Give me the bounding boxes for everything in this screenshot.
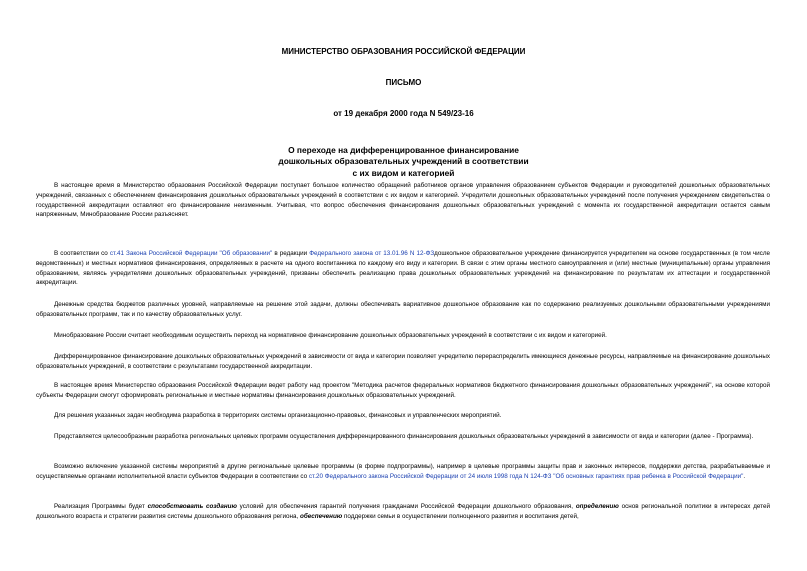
emphasis-text: определению <box>575 503 619 510</box>
subject-line: О переходе на дифференцированное финансирование <box>288 145 519 155</box>
paragraph-text: основ региональной политики в интересах детей дошкольного возраста и стратегии развития системы дошкольного образования региона, <box>36 503 770 520</box>
document-type: ПИСЬМО <box>385 78 422 87</box>
paragraph-text: Возможно включение указанной системы мероприятий в другие региональные целевые программы (в форме подпрограммы), например в целевые программы защиты прав и законных интересов, поддержки детства, разрабатываемые и осуществляемые органами исполнительной власти субъектов Федерации в соответствии со <box>36 463 770 480</box>
paragraph <box>36 462 770 482</box>
subject-line: дошкольных образовательных учреждений в соответствии <box>278 156 529 167</box>
paragraph-text: условий для обеспечения гарантий получения гражданами Российской Федерации дошкольного образования, <box>236 503 576 510</box>
law-link-federal-12fz[interactable]: Федерального закона от 13.01.96 N 12-ФЗ <box>309 250 435 257</box>
paragraph-text: Реализация Программы будет <box>54 503 148 510</box>
law-link-federal-124fz[interactable]: ст.20 Федерального закона Российской Федерации от 24 июля 1998 года N 124-ФЗ "Об основных гарантиях прав ребенка в Российской Федерации" <box>308 472 744 480</box>
paragraph-text: . <box>743 472 746 480</box>
paragraph: В настоящее время Министерство образования Российской Федерации ведет работу над проектом "Методика расчетов федеральных нормативов бюджетного финансирования дошкольных образовательных учреждений", на основе которой субъекты Федерации смогут сформировать региональные и местные нормативы финансирования дошкольных образовательных учреждений. <box>36 382 770 399</box>
emphasis-text: способствовать созданию <box>147 503 237 510</box>
paragraph: Денежные средства бюджетов различных уровней, направляемые на решение этой задачи, должны обеспечивать вариативное дошкольное образование как по содержанию реализуемых дошкольными образовательными учреждениями образовательных программ, так и по качеству образовательных услуг. <box>36 301 770 318</box>
paragraph: Представляется целесообразным разработка региональных целевых программ осуществления дифференцированного финансирования дошкольных образовательных учреждений в зависимости от вида и категории (далее - Программа). <box>54 433 754 440</box>
paragraph: Минобразование России считает необходимым осуществить переход на нормативное финансирование дошкольных образовательных учреждений в соответствии с их видом и категорией. <box>54 332 607 339</box>
paragraph-text: поддержки семьи в осуществлении полноценного развития и воспитания детей, <box>342 512 579 520</box>
paragraph <box>36 502 770 522</box>
paragraph: Для решения указанных задач необходима разработка в территориях системы организационно-правовых, финансовых и управленческих мероприятий. <box>54 412 502 419</box>
emphasis-text: обеспечению <box>299 512 343 520</box>
subject-line: с их видом и категорией <box>352 167 455 178</box>
paragraph <box>36 249 770 288</box>
document-date-number: от 19 декабря 2000 года N 549/23-16 <box>333 109 474 118</box>
document-subject <box>0 145 807 179</box>
paragraph-text: дошкольное образовательное учреждение финансируется учредителем на основе государственных (в том числе ведомственных) и местных нормативов финансирования, определяемых в расчете на одного воспитанника по каждому его виду и категории. В связи с этим органы местного самоуправления и (или) местные (муниципальные) органы управления образованием, являясь учредителями дошкольных образовательных учреждений, призваны обеспечить реализацию права дошкольных образовательных учреждений на финансирование по результатам их аттестации и государственной аккредитации. <box>36 250 770 287</box>
ministry-heading: МИНИСТЕРСТВО ОБРАЗОВАНИЯ РОССИЙСКОЙ ФЕДЕРАЦИИ <box>281 47 526 56</box>
paragraph: В настоящее время в Министерство образования Российской Федерации поступает большое количество обращений работников органов управления образованием субъектов Федерации и руководителей дошкольных образовательных учреждений, связанных с обеспечением финансирования дошкольных образовательных учреждений в соответствии с их видом и категорией. Учредители дошкольных образовательных учреждений после получения учреждением свидетельства о государственной аккредитации оставляют его финансирование неизменным. Учитывая, что вопрос обеспечения финансирования дошкольных образовательных учреждений с момента их государственной аккредитации остается самым напряженным, Минобразование России разъясняет. <box>36 182 770 219</box>
paragraph-text: В соответствии со <box>54 250 110 257</box>
paragraph: Дифференцированное финансирование дошкольных образовательных учреждений в зависимости от вида и категории позволяет учредителю перераспределить имеющиеся денежные ресурсы, направляемые на финансирование дошкольных образовательных учреждений, в соответствии с результатами государственной аккредитации. <box>36 353 770 370</box>
paragraph-text: в редакции <box>272 250 310 257</box>
law-link-education-art41[interactable]: ст.41 Закона Российской Федерации "Об образовании" <box>109 250 273 257</box>
